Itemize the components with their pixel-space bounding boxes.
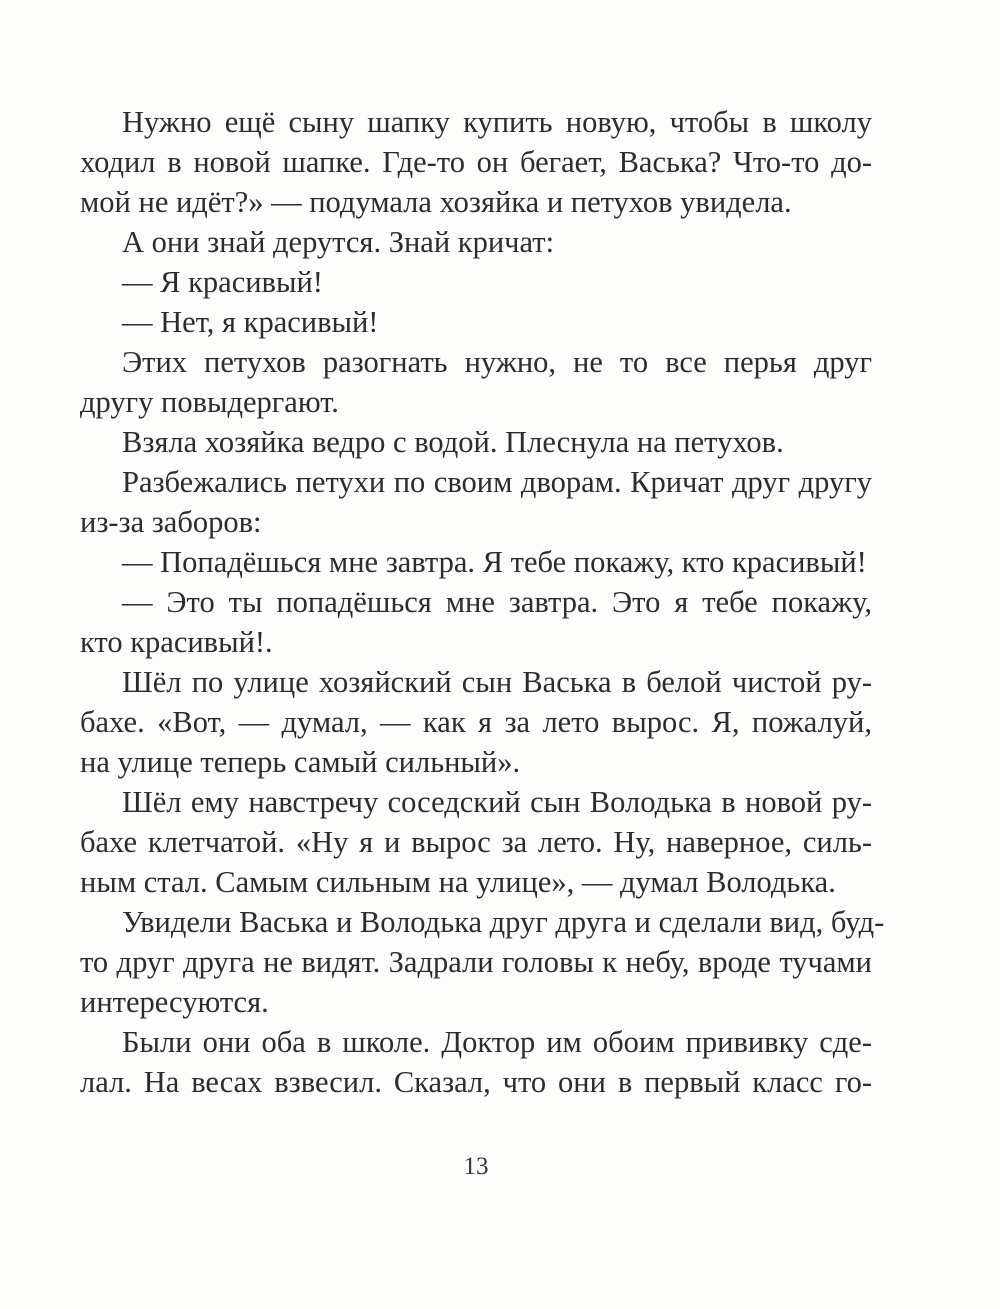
- text-line: ходил в новой шапке. Где-то он бегает, Васька? Что-то до-: [80, 145, 872, 179]
- page-number: 13: [463, 1153, 489, 1180]
- text-line: Нужно ещё сыну шапку купить новую, чтобы в школу: [122, 105, 872, 139]
- text-line: бахе. «Вот, — думал, — как я за лето вырос. Я, пожалуй,: [80, 705, 872, 739]
- text-line: Взяла хозяйка ведро с водой. Плеснула на петухов.: [122, 425, 784, 459]
- body-text: [80, 102, 885, 1102]
- text-line: Были они оба в школе. Доктор им обоим прививку сде-: [122, 1025, 872, 1059]
- text-line: — Попадёшься мне завтра. Я тебе покажу, кто красивый!: [122, 545, 867, 579]
- text-line: — Это ты попадёшься мне завтра. Это я тебе покажу,: [122, 585, 872, 619]
- text-line: кто красивый!.: [80, 625, 273, 659]
- text-line: Этих петухов разогнать нужно, не то все перья друг: [122, 345, 872, 379]
- text-line: бахе клетчатой. «Ну я и вырос за лето. Ну, наверное, силь-: [80, 825, 872, 859]
- text-line: лал. На весах взвесил. Сказал, что они в первый класс го-: [80, 1065, 872, 1099]
- text-line: мой не идёт?» — подумала хозяйка и петухов увидела.: [80, 185, 792, 219]
- text-line: А они знай дерутся. Знай кричат:: [122, 225, 555, 259]
- text-line: на улице теперь самый сильный».: [80, 745, 521, 779]
- text-line: Увидели Васька и Володька друг друга и сделали вид, буд-: [122, 905, 885, 939]
- text-line: Разбежались петухи по своим дворам. Кричат друг другу: [122, 465, 872, 499]
- text-line: Шёл по улице хозяйский сын Васька в белой чистой ру-: [122, 665, 872, 699]
- text-line: — Я красивый!: [122, 265, 323, 299]
- text-line: другу повыдергают.: [80, 385, 339, 419]
- text-line: то друг друга не видят. Задрали головы к небу, вроде тучами: [80, 945, 872, 979]
- text-line: Шёл ему навстречу соседский сын Володька в новой ру-: [122, 785, 872, 819]
- text-line: из-за заборов:: [80, 505, 262, 539]
- text-line: — Нет, я красивый!: [122, 305, 379, 339]
- text-line: ным стал. Самым сильным на улице», — думал Володька.: [80, 865, 836, 899]
- text-line: интересуются.: [80, 985, 269, 1019]
